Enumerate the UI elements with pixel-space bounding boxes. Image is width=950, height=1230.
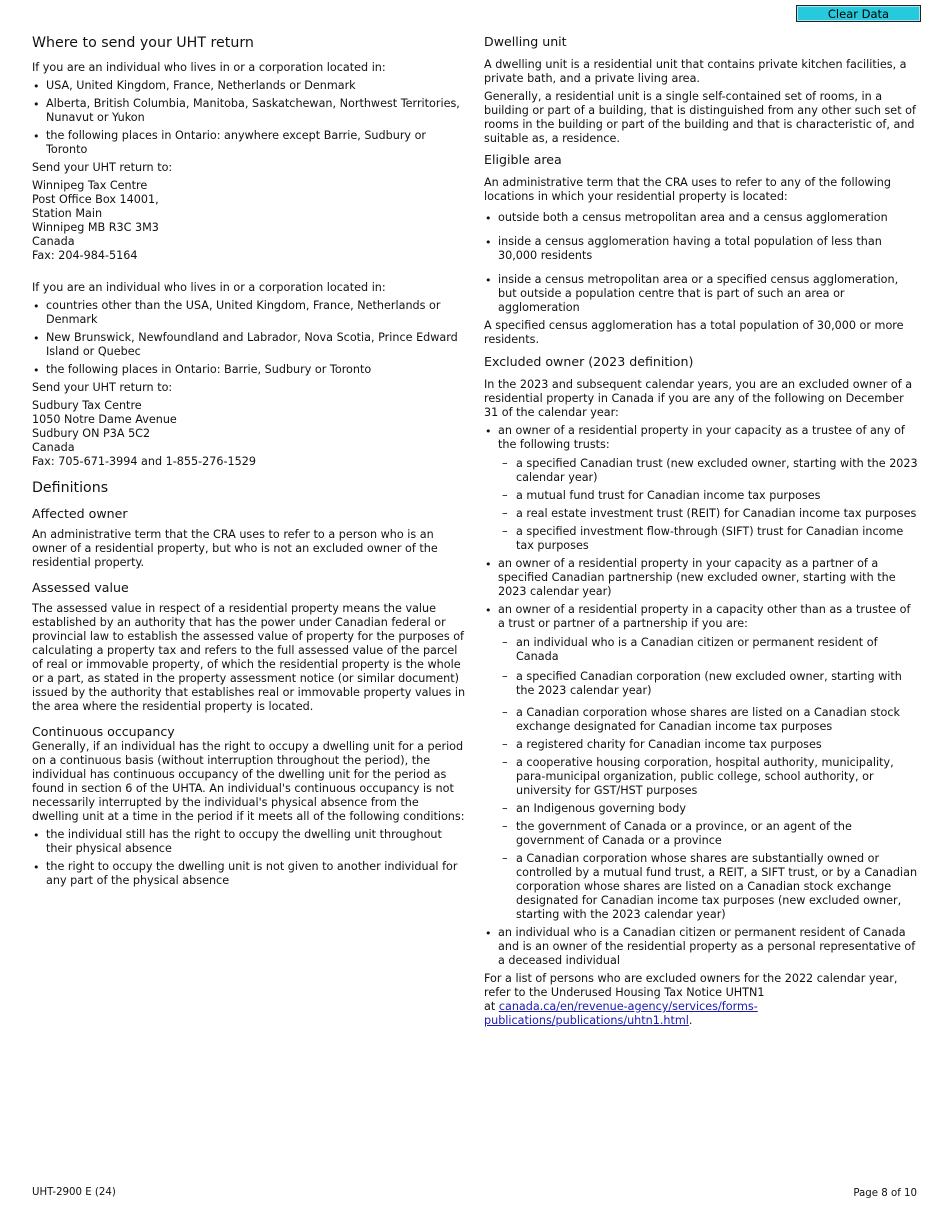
sub-list-item: – a specified Canadian corporation (new excluded owner, starting with the 2023 calendar year): [498, 670, 920, 698]
sub-list-item: – a mutual fund trust for Canadian income tax purposes: [498, 489, 920, 503]
dwelling-unit-p1: A dwelling unit is a residential unit that contains private kitchen facilities, a private bath, and a private living area.: [484, 58, 907, 85]
list-item: • the individual still has the right to occupy the dwelling unit throughout their physical absence: [32, 828, 468, 856]
sub-list-item: – a Canadian corporation whose shares are substantially owned or controlled by a mutual fund trust, a REIT, a SIFT trust, or by a Canadian corporation whose shares are listed on a Canadian stock exchange designated for Canadian income tax purposes (new excluded owner, starting with the 2023 calendar year): [498, 852, 920, 922]
continuous-occupancy-heading: Continuous occupancy: [32, 724, 175, 739]
address-line: Post Office Box 14001,: [32, 193, 159, 206]
list-item: • the right to occupy the dwelling unit is not given to another individual for any part of the physical absence: [32, 860, 468, 888]
excluded-owner-closing: [484, 972, 920, 1028]
excluded-owner-heading: Excluded owner (2023 definition): [484, 354, 694, 369]
excluded-owner-b2-text: an owner of a residential property in your capacity as a partner of a specified Canadian partnership (new excluded owner, starting with the 2023 calendar year): [498, 557, 896, 598]
continuous-occupancy-text: Generally, if an individual has the right to occupy a dwelling unit for a period on a continuous basis (without interruption throughout the period), the individual has continuous occupancy of the dwelling unit for the period as found in section 6 of the UHTA. An individual's continuous occupancy is not necessarily interrupted by the individual's physical absence from the dwelling unit at a time in the period if it meets all of the following conditions:: [32, 740, 465, 823]
list-item: [484, 926, 920, 968]
address-line: Canada: [32, 441, 75, 454]
assessed-value-text: The assessed value in respect of a residential property means the value established by an authority that has the power under Canadian federal or provincial law to establish the assessed value of property for the purposes of calculating a property tax and refers to the full assessed value of the parcel of real or immovable property, of which the residential property is the whole or a part, as stated in the property assessment notice (or similar document) issued by the authority that establishes real or immovable property values in the area where the residential property is located.: [32, 602, 466, 713]
sub-list-item: – an individual who is a Canadian citizen or permanent resident of Canada: [498, 636, 920, 664]
list-item: [484, 557, 920, 599]
capacity-sublist: [498, 636, 920, 922]
dwelling-unit-heading: Dwelling unit: [484, 34, 567, 49]
sudbury-address: [32, 399, 468, 469]
list-item: [484, 603, 920, 922]
assessed-value-heading: Assessed value: [32, 580, 129, 595]
affected-owner-heading: Affected owner: [32, 506, 128, 521]
dwelling-unit-p2: Generally, a residential unit is a single self-contained set of rooms, in a building or part of a building, that is distinguished from any other such set of rooms in the building or part of the building and that is characteristic of, and suitable as, a residence.: [484, 90, 916, 145]
send-return-heading: Where to send your UHT return: [32, 35, 254, 51]
continuous-occupancy-list: [32, 828, 468, 888]
list-item: • the following places in Ontario: anywhere except Barrie, Sudbury or Toronto: [32, 129, 468, 157]
excluded-owner-intro: In the 2023 and subsequent calendar years, you are an excluded owner of a residential property in Canada if you are any of the following on December 31 of the calendar year:: [484, 378, 913, 419]
sub-list-item: – a specified Canadian trust (new excluded owner, starting with the 2023 calendar year): [498, 457, 920, 485]
group2-send-to: Send your UHT return to:: [32, 381, 173, 394]
eligible-area-heading: Eligible area: [484, 152, 562, 167]
address-line: Sudbury Tax Centre: [32, 399, 142, 412]
sub-list-item: – a Canadian corporation whose shares are listed on a Canadian stock exchange designated for Canadian income tax purposes: [498, 706, 920, 734]
list-item: • Alberta, British Columbia, Manitoba, Saskatchewan, Northwest Territories, Nunavut or Yukon: [32, 97, 468, 125]
page-number: Page 8 of 10: [853, 1188, 917, 1199]
sub-list-item: – a specified investment flow-through (SIFT) trust for Canadian income tax purposes: [498, 525, 920, 553]
address-line: Station Main: [32, 207, 103, 220]
group1-intro: If you are an individual who lives in or a corporation located in:: [32, 61, 386, 74]
excluded-owner-list: [484, 424, 920, 968]
uhtn1-link[interactable]: canada.ca/en/revenue-agency/services/forms-publications/publications/uhtn1.html: [484, 1000, 758, 1027]
address-line: Winnipeg MB R3C 3M3: [32, 221, 159, 234]
eligible-area-note: A specified census agglomeration has a total population of 30,000 or more residents.: [484, 319, 904, 346]
definitions-heading: Definitions: [32, 480, 109, 496]
list-item: • New Brunswick, Newfoundland and Labrador, Nova Scotia, Prince Edward Island or Quebec: [32, 331, 468, 359]
excluded-owner-b3-text: an owner of a residential property in a capacity other than as a trustee of a trust or partner of a partnership if you are:: [498, 603, 911, 630]
sub-list-item: – a registered charity for Canadian income tax purposes: [498, 738, 920, 752]
right-column: [484, 34, 920, 1032]
group1-send-to: Send your UHT return to:: [32, 161, 173, 174]
sub-list-item: – the government of Canada or a province, or an agent of the government of Canada or a province: [498, 820, 920, 848]
sub-list-item: – a cooperative housing corporation, hospital authority, municipality, para-municipal organization, public college, school authority, or university for GST/HST purposes: [498, 756, 920, 798]
address-fax: Fax: 705-671-3994 and 1-855-276-1529: [32, 455, 257, 468]
list-item: • the following places in Ontario: Barrie, Sudbury or Toronto: [32, 363, 468, 377]
affected-owner-text: An administrative term that the CRA uses to refer to a person who is an owner of a residential property, but who is not an excluded owner of the residential property.: [32, 528, 438, 569]
list-item: • inside a census agglomeration having a total population of less than 30,000 residents: [484, 235, 920, 263]
winnipeg-address: [32, 179, 468, 263]
address-fax: Fax: 204-984-5164: [32, 249, 138, 262]
address-line: Winnipeg Tax Centre: [32, 179, 148, 192]
list-item: • USA, United Kingdom, France, Netherlands or Denmark: [32, 79, 468, 93]
list-item: • outside both a census metropolitan area and a census agglomeration: [484, 211, 920, 225]
address-line: 1050 Notre Dame Avenue: [32, 413, 177, 426]
list-item: • countries other than the USA, United Kingdom, France, Netherlands or Denmark: [32, 299, 468, 327]
excluded-owner-b1-text: an owner of a residential property in your capacity as a trustee of any of the following trusts:: [498, 424, 905, 451]
clear-data-button[interactable]: Clear Data: [796, 5, 921, 22]
trust-sublist: [498, 457, 920, 553]
list-item: [484, 424, 920, 553]
list-item: • inside a census metropolitan area or a specified census agglomeration, but outside a population centre that is part of such an area or agglomeration: [484, 273, 920, 315]
address-line: Sudbury ON P3A 5C2: [32, 427, 151, 440]
closing-period: .: [688, 1014, 693, 1027]
eligible-area-intro: An administrative term that the CRA uses to refer to any of the following locations in which your residential property is located:: [484, 176, 891, 203]
left-column: [32, 34, 468, 892]
group2-intro: If you are an individual who lives in or a corporation located in:: [32, 281, 386, 294]
address-line: Canada: [32, 235, 75, 248]
sub-list-item: – an Indigenous governing body: [498, 802, 920, 816]
eligible-area-list: [484, 211, 920, 315]
excluded-owner-b4-text: an individual who is a Canadian citizen or permanent resident of Canada and is an owner of the residential property as a personal representative of a deceased individual: [498, 926, 916, 967]
group2-list: [32, 299, 468, 377]
closing-text: For a list of persons who are excluded owners for the 2022 calendar year, refer to the Underused Housing Tax Notice UHTN1: [484, 972, 898, 999]
form-id: UHT-2900 E (24): [32, 1187, 116, 1198]
closing-at: at: [484, 1000, 496, 1013]
sub-list-item: – a real estate investment trust (REIT) for Canadian income tax purposes: [498, 507, 920, 521]
group1-list: [32, 79, 468, 157]
